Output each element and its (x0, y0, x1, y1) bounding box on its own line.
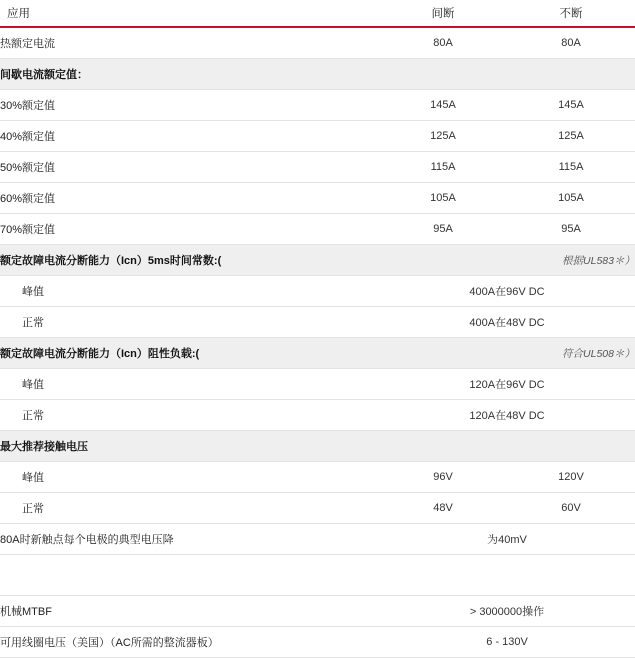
section-note: 根据UL583＊） (379, 245, 635, 276)
table-row (0, 183, 635, 214)
row-value-continuous: 95A (507, 214, 635, 245)
row-label: 正常 (0, 307, 379, 338)
table-header-row (0, 0, 635, 27)
table-row (0, 596, 635, 627)
row-label: 峰值 (0, 276, 379, 307)
row-value-intermittent: 95A (379, 214, 507, 245)
section-note: 符合UL508＊） (379, 338, 635, 369)
row-label: 50%额定值 (0, 152, 379, 183)
table-section-row (0, 431, 635, 462)
spacer-value (379, 555, 635, 596)
row-label: 正常 (0, 400, 379, 431)
row-value-continuous: 125A (507, 121, 635, 152)
table-row (0, 524, 635, 555)
table-section-row (0, 59, 635, 90)
section-note-spacer (507, 59, 635, 90)
table-row (0, 307, 635, 338)
row-value: > 3000000操作 (379, 596, 635, 627)
row-label: 30%额定值 (0, 90, 379, 121)
table-row (0, 214, 635, 245)
header-continuous: 不断 (507, 0, 635, 27)
row-label: 峰值 (0, 369, 379, 400)
table-row (0, 27, 635, 59)
row-label: 40%额定值 (0, 121, 379, 152)
row-value: 400A在48V DC (379, 307, 635, 338)
row-value-intermittent: 105A (379, 183, 507, 214)
row-value-continuous: 145A (507, 90, 635, 121)
row-value-continuous: 105A (507, 183, 635, 214)
row-value-continuous: 60V (507, 493, 635, 524)
row-value-intermittent: 48V (379, 493, 507, 524)
row-value-continuous: 80A (507, 27, 635, 59)
table-section-row (0, 338, 635, 369)
row-value-intermittent: 115A (379, 152, 507, 183)
row-label: 80A时新触点每个电极的典型电压降 (0, 524, 379, 555)
section-note (379, 59, 507, 90)
section-label: 最大推荐接触电压 (0, 431, 635, 462)
header-application: 应用 (0, 0, 379, 27)
table-spacer-row (0, 555, 635, 596)
table-row (0, 493, 635, 524)
table-row (0, 627, 635, 658)
row-label: 热额定电流 (0, 27, 379, 59)
row-value: 120A在48V DC (379, 400, 635, 431)
table-row (0, 121, 635, 152)
table-row (0, 90, 635, 121)
row-value-intermittent: 125A (379, 121, 507, 152)
section-label: 间歇电流额定值： (0, 59, 379, 90)
row-value-intermittent: 96V (379, 462, 507, 493)
table-row (0, 400, 635, 431)
table-row (0, 276, 635, 307)
section-label: 额定故障电流分断能力（Icn）5ms时间常数:( (0, 245, 379, 276)
row-label: 可用线圈电压（美国）（AC所需的整流器板） (0, 627, 379, 658)
row-value: 6 - 130V (379, 627, 635, 658)
row-value-continuous: 120V (507, 462, 635, 493)
table-section-row (0, 245, 635, 276)
row-value: 120A在96V DC (379, 369, 635, 400)
section-label: 额定故障电流分断能力（Icn）阻性负载:( (0, 338, 379, 369)
row-value-intermittent: 145A (379, 90, 507, 121)
spacer-label (0, 555, 379, 596)
table-row (0, 369, 635, 400)
row-label: 峰值 (0, 462, 379, 493)
row-value-intermittent: 80A (379, 27, 507, 59)
row-value: 为40mV (379, 524, 635, 555)
row-value-continuous: 115A (507, 152, 635, 183)
row-label: 70%额定值 (0, 214, 379, 245)
header-intermittent: 间断 (379, 0, 507, 27)
table-row (0, 152, 635, 183)
table-row (0, 462, 635, 493)
row-label: 正常 (0, 493, 379, 524)
row-label: 机械MTBF (0, 596, 379, 627)
row-value: 400A在96V DC (379, 276, 635, 307)
row-label: 60%额定值 (0, 183, 379, 214)
